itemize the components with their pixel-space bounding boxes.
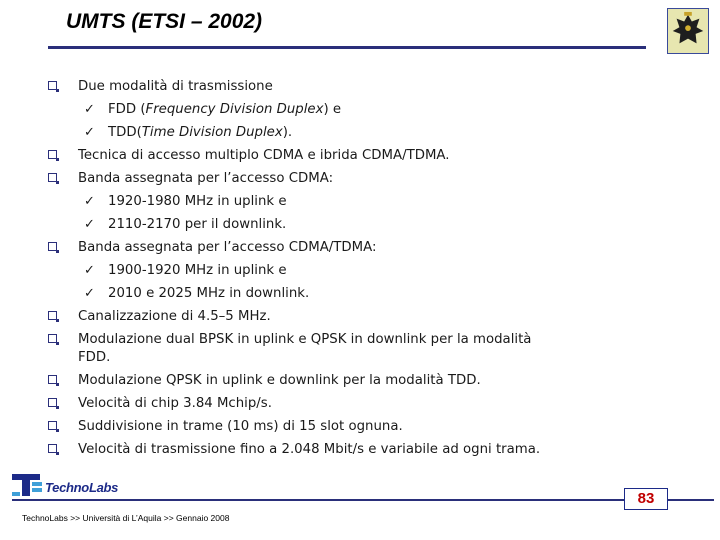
list-item: ✓ 1900-1920 MHz in uplink e	[84, 263, 287, 278]
checkmark-icon: ✓	[84, 217, 95, 232]
title-rule	[48, 46, 646, 49]
list-item: ✓ 2010 e 2025 MHz in downlink.	[84, 286, 310, 301]
checkmark-icon: ✓	[84, 125, 95, 140]
technolabs-logo-text: TechnoLabs	[45, 480, 119, 495]
list-item-continuation: FDD.	[78, 350, 111, 365]
checkmark-icon: ✓	[84, 102, 95, 117]
list-item: Velocità di chip 3.84 Mchip/s.	[78, 395, 272, 413]
bullet-square-icon	[48, 81, 57, 90]
list-item: Banda assegnata per l’accesso CDMA/TDMA:	[78, 239, 376, 257]
bullet-square-icon	[48, 242, 57, 251]
bullet-square-icon	[48, 311, 57, 320]
bullet-square-icon	[48, 150, 57, 159]
list-item: ✓ 1920-1980 MHz in uplink e	[84, 194, 287, 209]
bullet-square-icon	[48, 421, 57, 430]
checkmark-icon: ✓	[84, 286, 95, 301]
checkmark-icon: ✓	[84, 194, 95, 209]
bullet-square-icon	[48, 173, 57, 182]
list-item: Due modalità di trasmissione	[78, 78, 273, 96]
page-number: 83	[624, 488, 668, 510]
list-item: Canalizzazione di 4.5–5 MHz.	[78, 308, 271, 326]
list-item: Velocità di trasmissione fino a 2.048 Mbit/s e variabile ad ogni trama.	[78, 441, 540, 459]
bullet-square-icon	[48, 398, 57, 407]
checkmark-icon: ✓	[84, 263, 95, 278]
list-item: Banda assegnata per l’accesso CDMA:	[78, 170, 333, 188]
bullet-square-icon	[48, 375, 57, 384]
footer-rule	[12, 499, 714, 501]
list-item: ✓ FDD (Frequency Division Duplex) e	[84, 102, 342, 117]
list-item: Modulazione dual BPSK in uplink e QPSK in downlink per la modalità	[78, 331, 531, 349]
list-item: Tecnica di accesso multiplo CDMA e ibrida CDMA/TDMA.	[78, 147, 450, 165]
list-item: ✓ 2110-2170 per il downlink.	[84, 217, 287, 232]
bullet-square-icon	[48, 444, 57, 453]
list-item: Suddivisione in trame (10 ms) di 15 slot ognuna.	[78, 418, 403, 436]
list-item: Modulazione QPSK in uplink e downlink per la modalità TDD.	[78, 372, 481, 390]
university-crest-icon	[667, 8, 709, 54]
bullet-square-icon	[48, 334, 57, 343]
slide-title: UMTS (ETSI – 2002)	[66, 10, 263, 33]
list-item: ✓ TDD(Time Division Duplex).	[84, 125, 293, 140]
footer-text: TechnoLabs >> Università di L’Aquila >> Gennaio 2008	[22, 513, 230, 523]
